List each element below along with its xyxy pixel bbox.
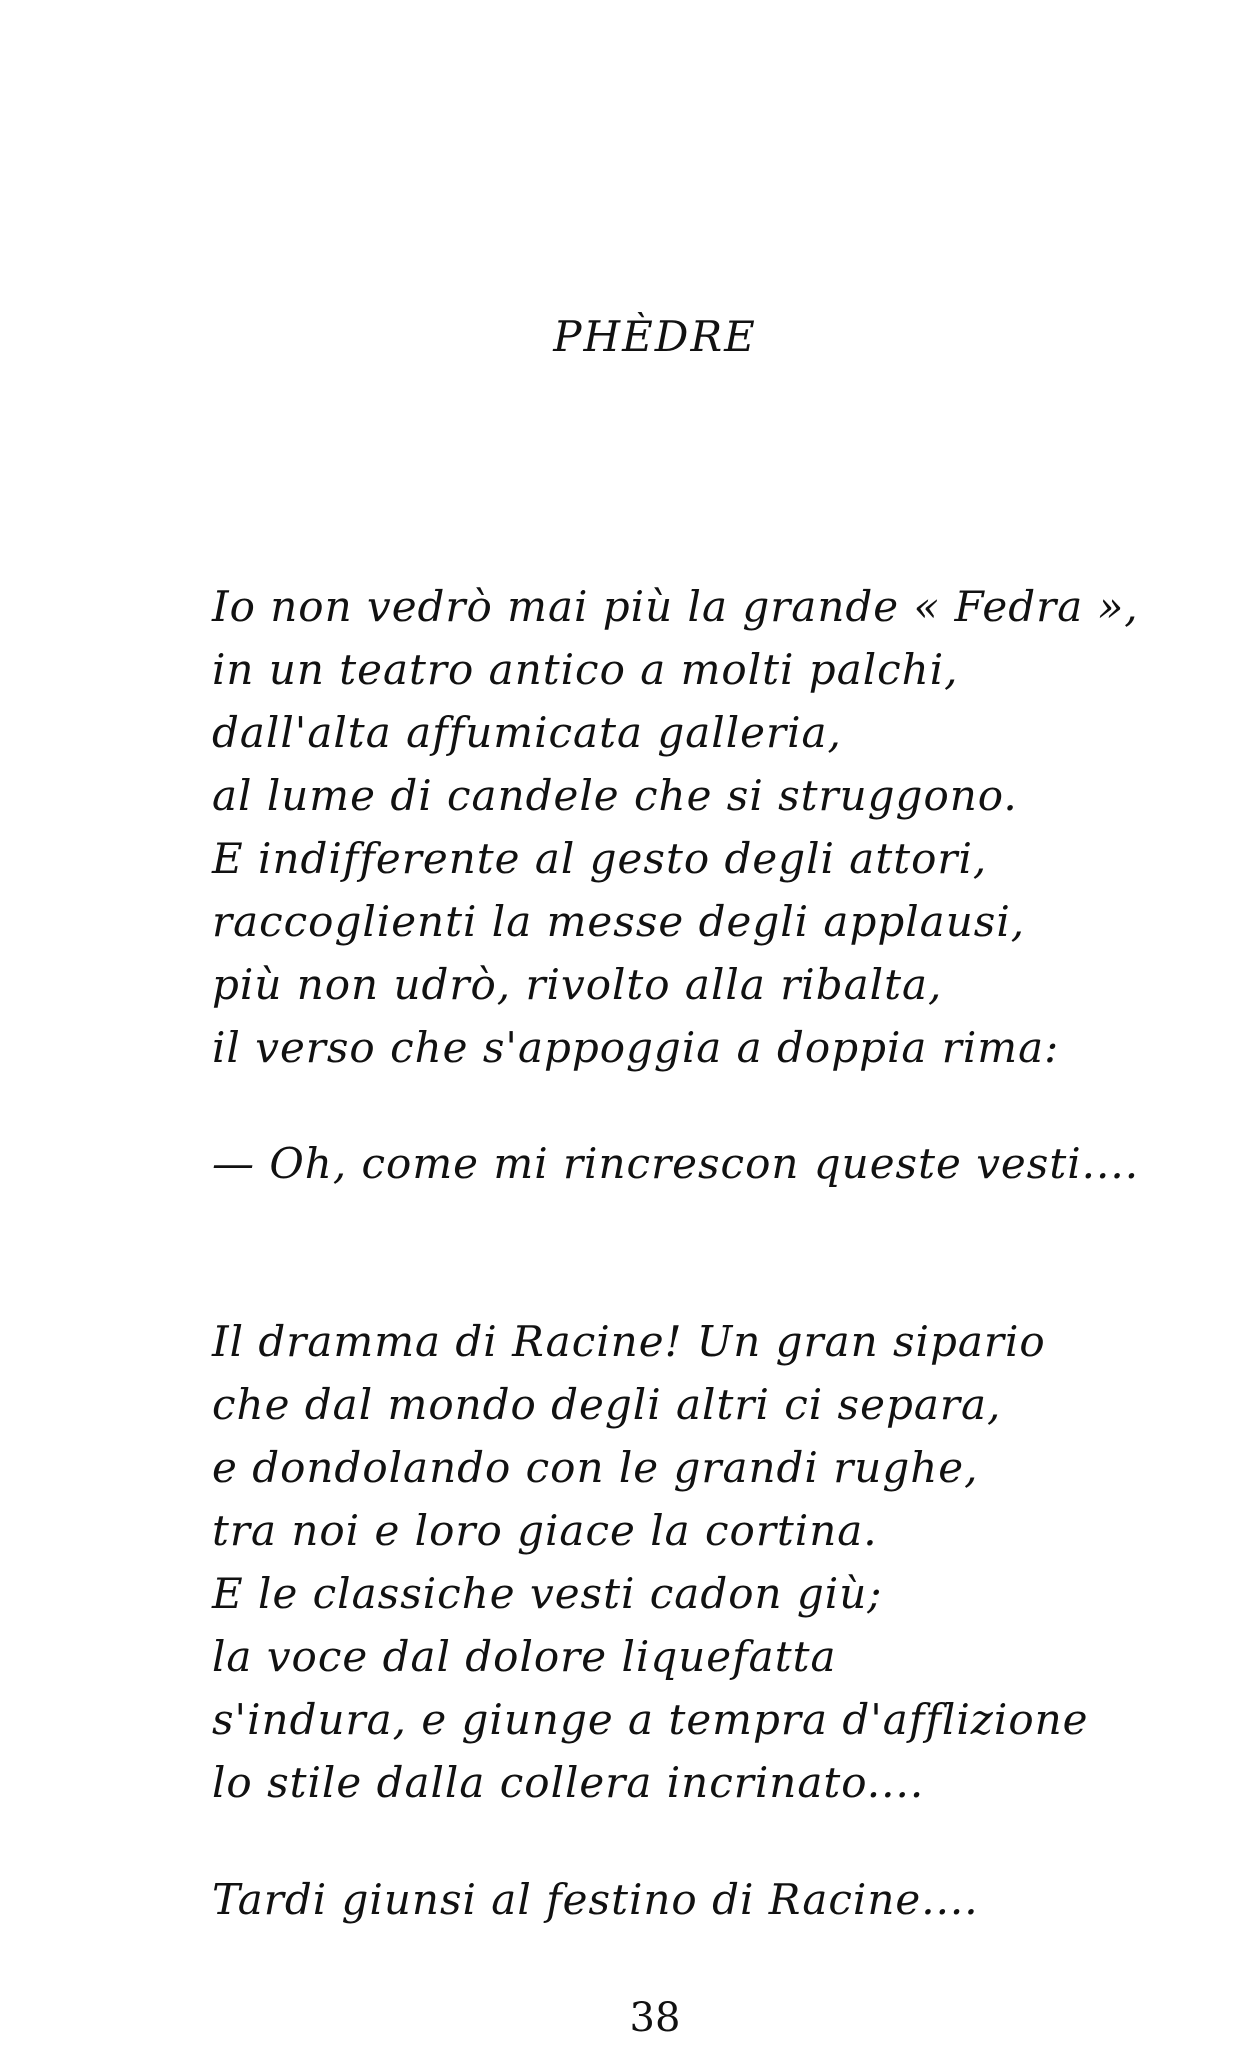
verse-line: e dondolando con le grandi rughe, (212, 1443, 979, 1492)
verse-line: dall'alta affumicata galleria, (212, 708, 842, 757)
stanza-2 (212, 1132, 1212, 1195)
stanza-4 (212, 1868, 1212, 1931)
stanza-3 (212, 1310, 1212, 1814)
verse-line: in un teatro antico a molti palchi, (212, 645, 959, 694)
verse-line: la voce dal dolore liquefatta (212, 1632, 837, 1681)
verse-line: raccoglienti la messe degli applausi, (212, 897, 1026, 946)
verse-line: il verso che s'appoggia a doppia rima: (212, 1023, 1060, 1072)
verse-line: Il dramma di Racine! Un gran sipario (212, 1317, 1046, 1366)
page-number: 38 (629, 1995, 681, 2041)
verse-line: tra noi e loro giace la cortina. (212, 1506, 878, 1555)
verse-line: lo stile dalla collera incrinato.... (212, 1758, 925, 1807)
verse-line: — Oh, come mi rincrescon queste vesti.... (212, 1139, 1140, 1188)
verse-line: più non udrò, rivolto alla ribalta, (212, 960, 943, 1009)
verse-line: Io non vedrò mai più la grande « Fedra », (212, 582, 1139, 631)
verse-line: al lume di candele che si struggono. (212, 771, 1018, 820)
stanza-1 (212, 575, 1212, 1079)
verse-line: che dal mondo degli altri ci separa, (212, 1380, 1002, 1429)
verse-line: Tardi giunsi al festino di Racine.... (212, 1875, 979, 1924)
poem-title: PHÈDRE (553, 312, 757, 361)
verse-line: E indifferente al gesto degli attori, (212, 834, 988, 883)
verse-line: E le classiche vesti cadon giù; (212, 1569, 883, 1618)
verse-line: s'indura, e giunge a tempra d'afflizione (212, 1695, 1089, 1744)
